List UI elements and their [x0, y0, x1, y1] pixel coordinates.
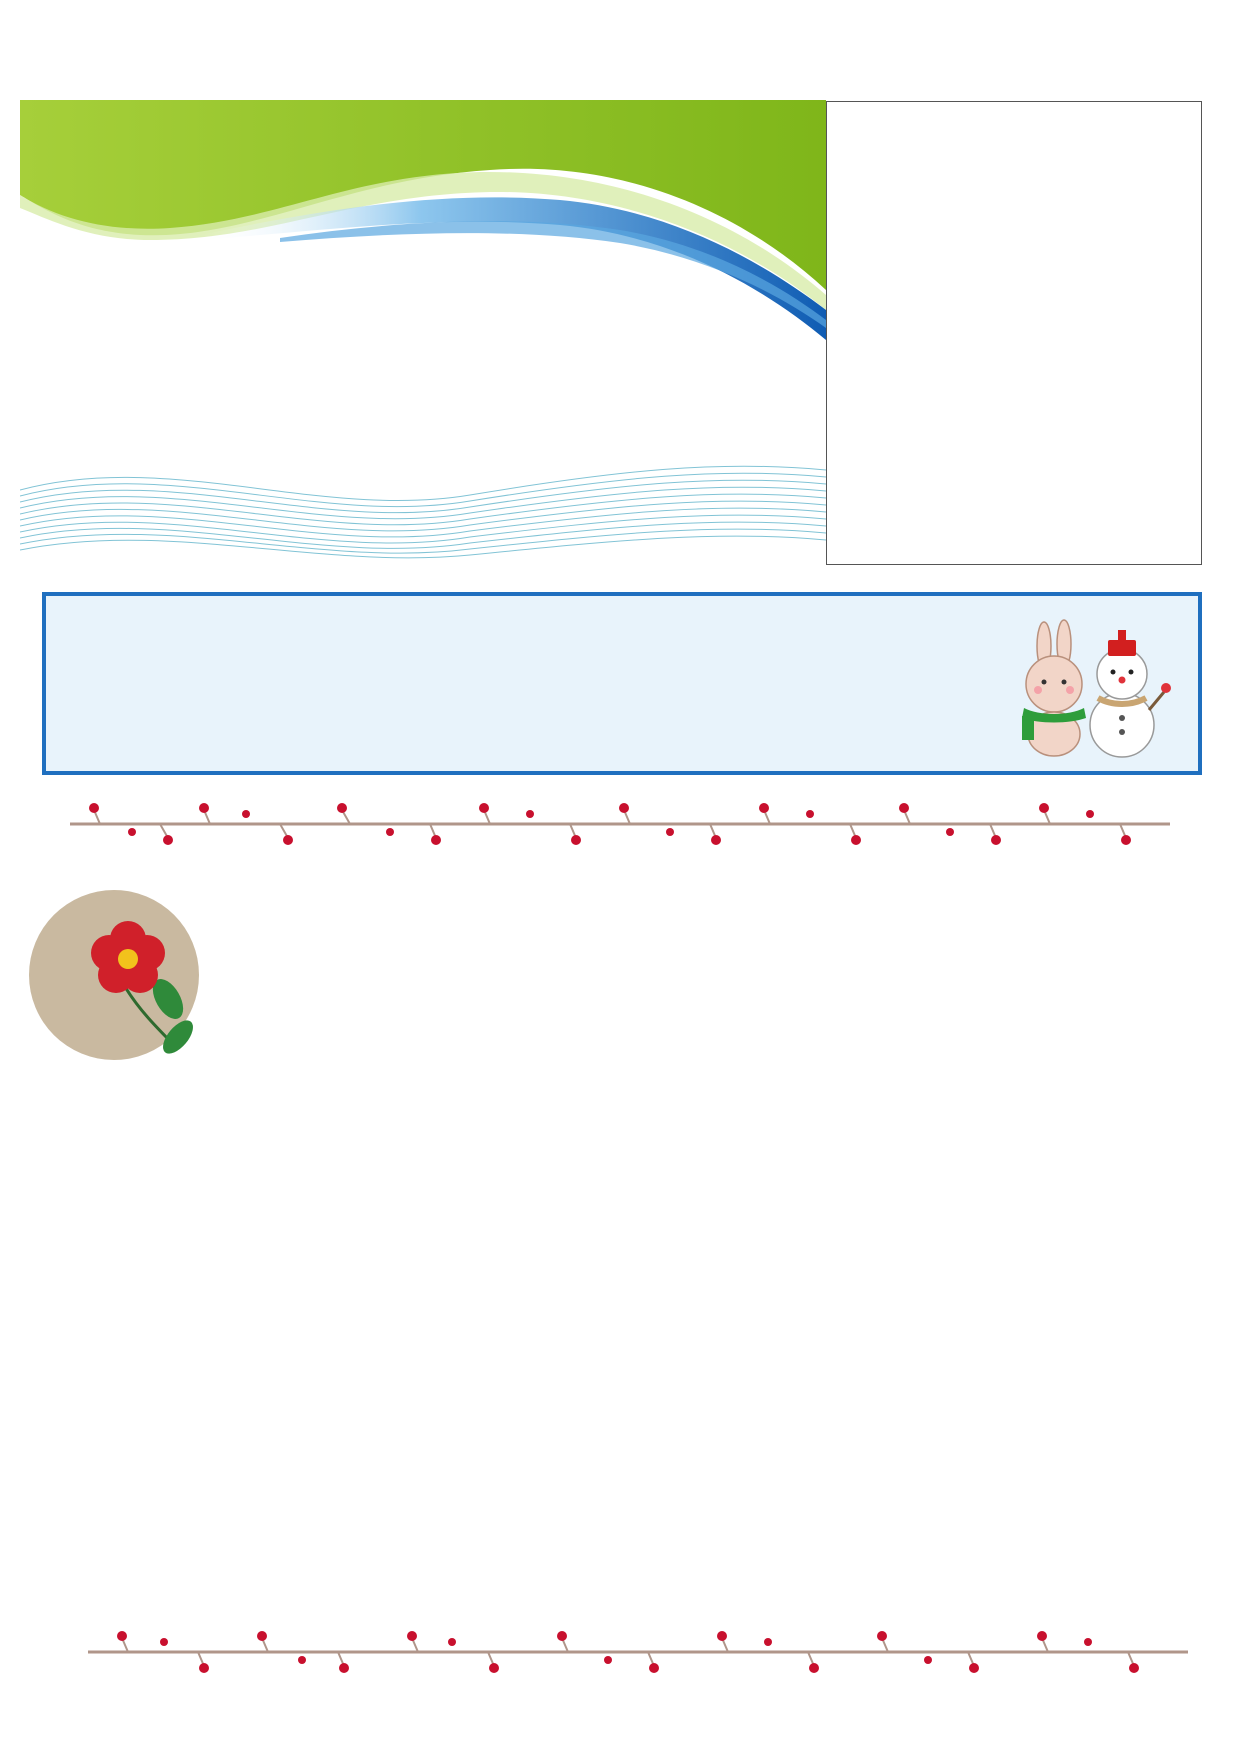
plum-branch-bottom: [88, 1628, 1188, 1678]
table-of-contents: [42, 592, 1202, 775]
plum-branch-top: [70, 800, 1170, 850]
publisher-info-box: [826, 101, 1202, 565]
plum-blossom-row-bottom: [0, 1450, 1241, 1630]
rabbit-snowman-illustration: [994, 610, 1184, 760]
header-wave-graphic: [20, 100, 826, 564]
camellia-icon: [28, 889, 200, 1061]
